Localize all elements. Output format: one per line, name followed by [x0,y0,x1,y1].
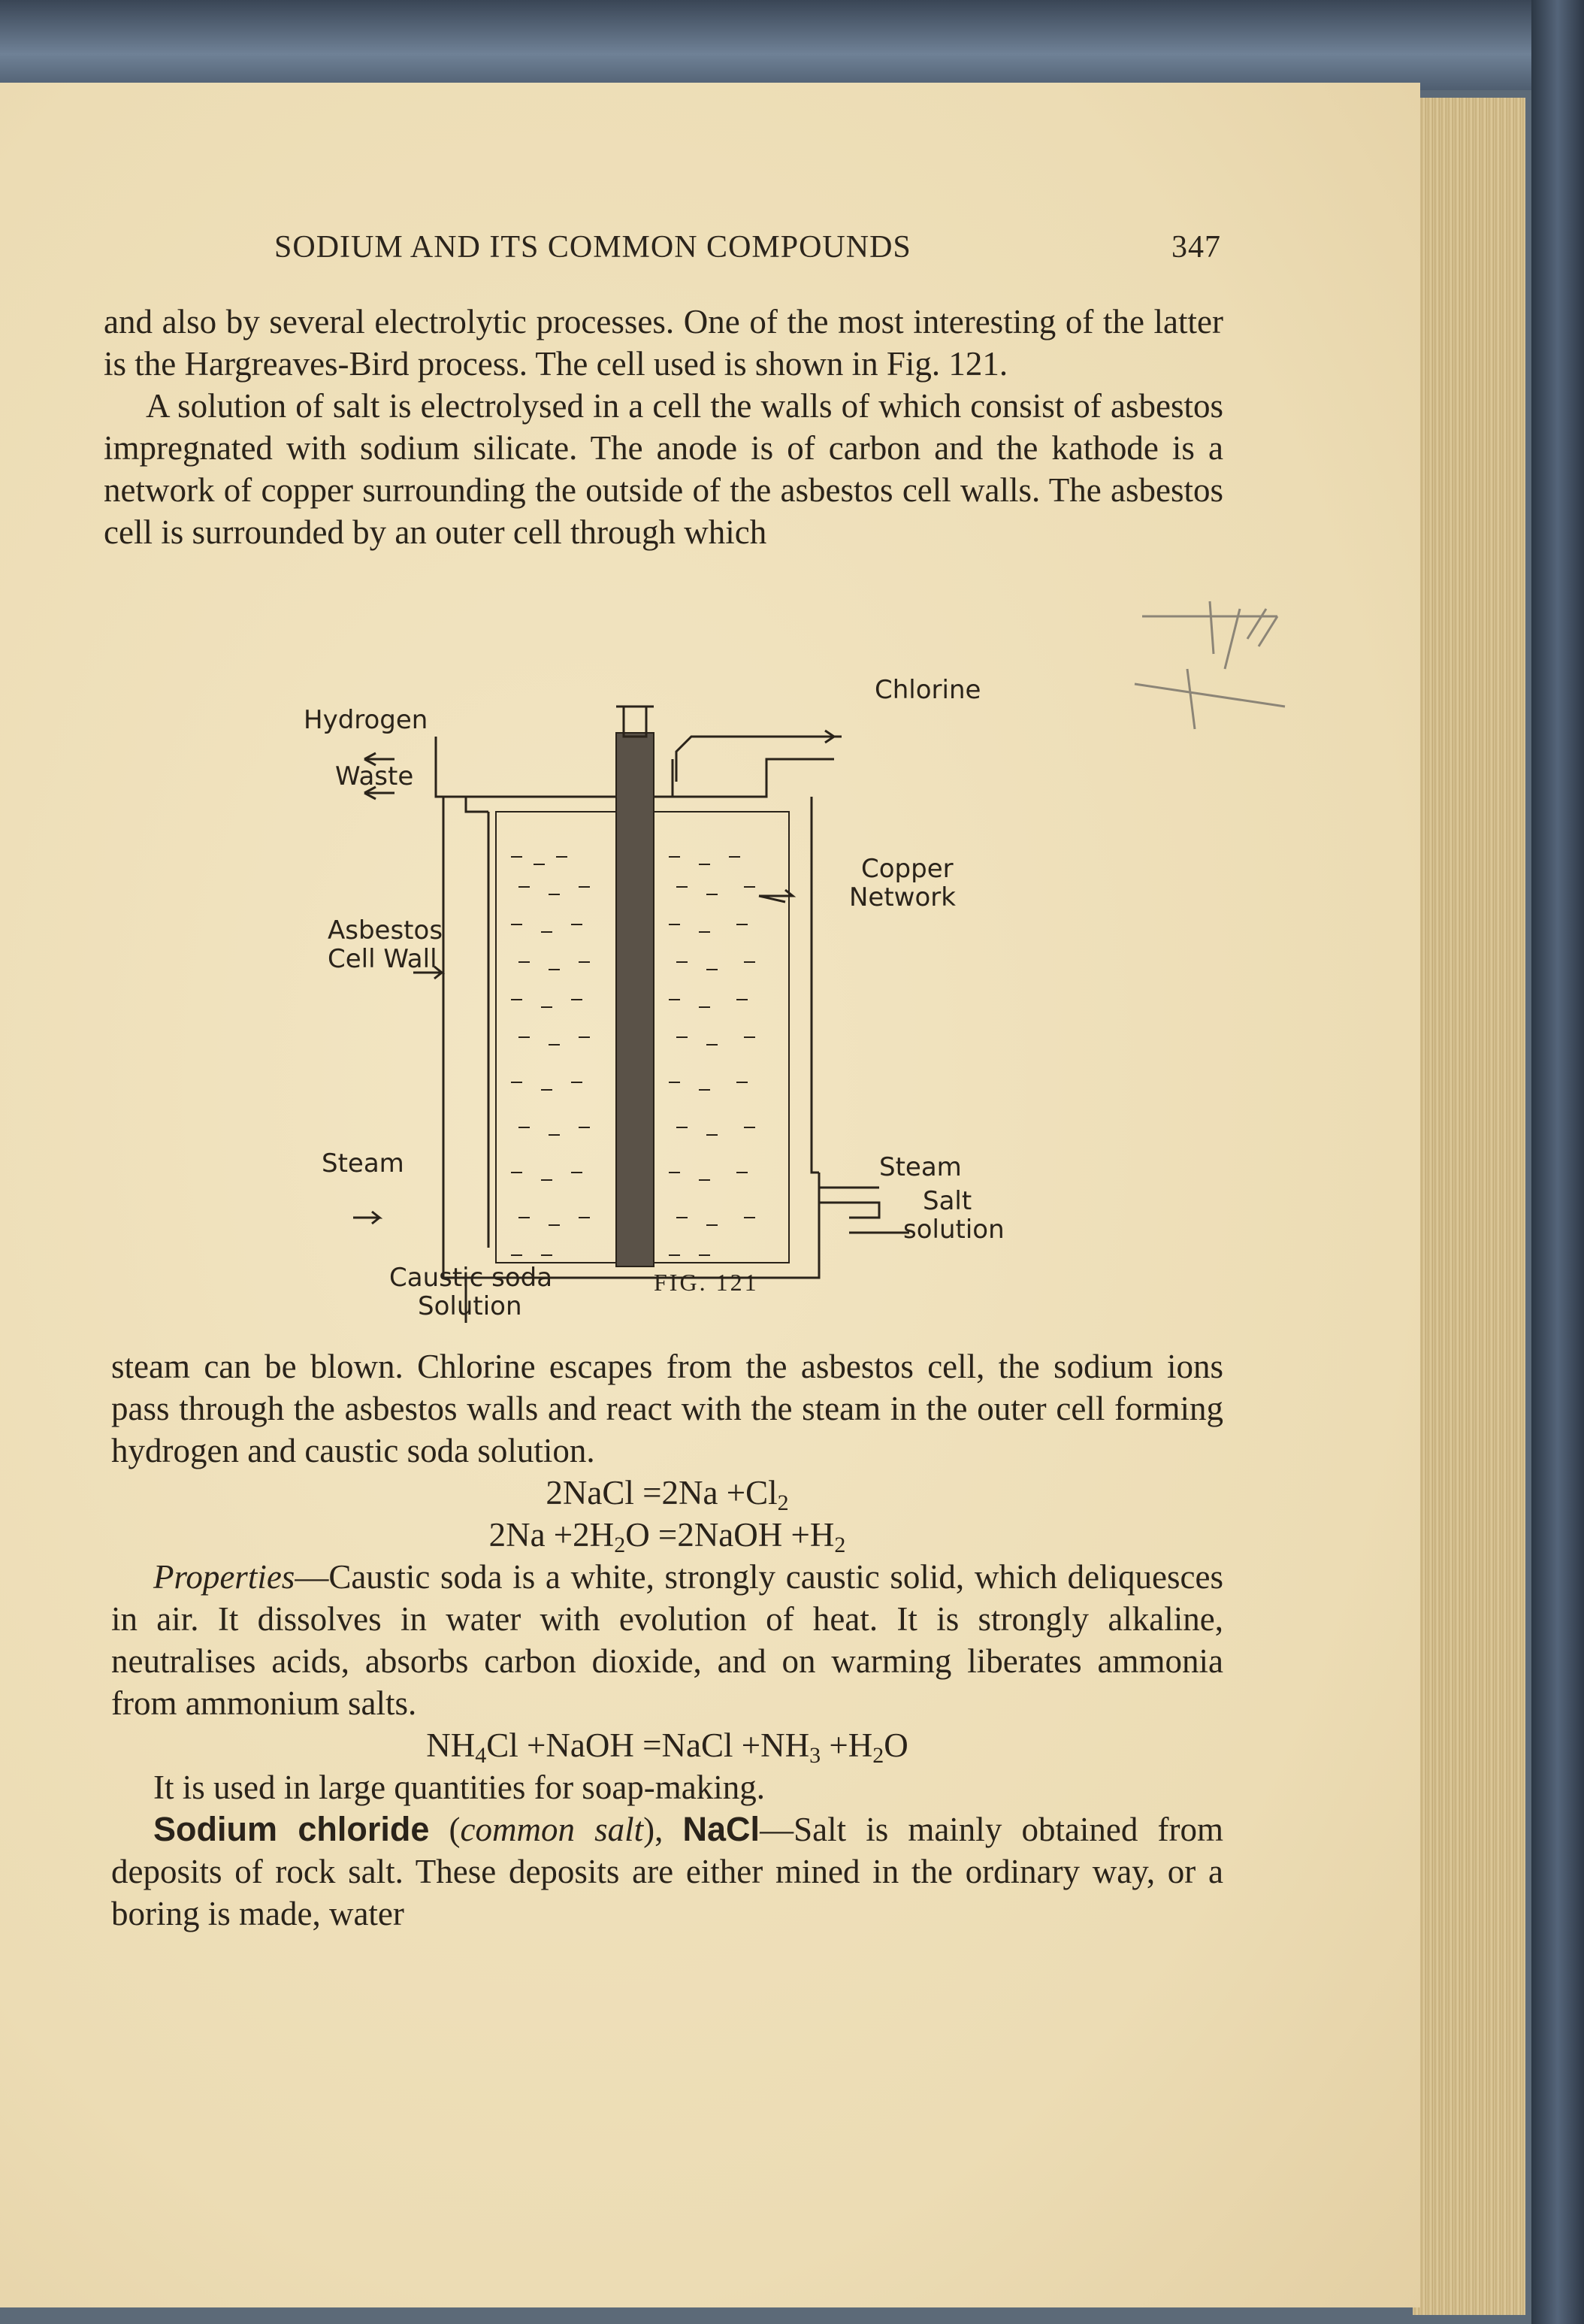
chloride-heading: Sodium chloride [153,1810,430,1848]
figure-121 [293,661,1044,1338]
paragraph-3: steam can be blown. Chlorine escapes from the asbestos cell, the sodium ions pass through the asbestos walls and react with the steam in the outer cell forming hydrogen and caustic soda solution. [111,1348,1223,1469]
properties-text: —Caustic soda is a white, strongly caustic solid, which deliquesces in air. It dissolves in water with evolution of heat. It is strongly alkaline, neutralises acids, absorbs carbon dioxide, and on warming liberates ammonia from ammonium salts. [111,1558,1223,1722]
header-title: SODIUM AND ITS COMMON COMPOUNDS [274,230,911,265]
label-salt: Salt [923,1186,972,1216]
equation-3: $NH_4Cl$ +NaOH =NaCl $+NH_3 +H_2O$ [426,1726,908,1768]
paragraph-2: A solution of salt is electrolysed in a cell the walls of which consist of asbestos impregnated with sodium silicate. The anode is of carbon and the kathode is a network of copper surrounding the outside of the asbestos cell walls. The asbestos cell is surrounded by an outer cell through which [104,387,1223,551]
label-caustic-soda: Caustic soda [389,1263,553,1293]
label-solution: solution [903,1215,1005,1245]
label-network: Network [849,882,956,912]
label-copper: Copper [861,854,954,884]
equation-2: $2Na +2H_2O$ =2NaOH $+H_2$ [488,1516,846,1557]
book-cover-top [0,0,1584,90]
label-steam-left: Steam [322,1148,404,1179]
label-caustic-solution: Solution [418,1291,522,1321]
label-chlorine: Chlorine [875,675,981,705]
book-cover-right [1531,0,1584,2324]
equation-1: 2NaCl $=2Na +Cl_2$ [546,1474,789,1515]
chloride-italic: common salt [460,1811,644,1848]
properties-label: Properties [153,1558,295,1596]
chloride-text: —Salt is mainly obtained from deposits of rock salt. These deposits are either mined in the ordinary way, or a boring is made, water [111,1811,1223,1932]
paragraph-properties [111,1556,1223,1724]
page-edges [1413,98,1525,2315]
label-cell-wall: Cell Wall [328,944,437,974]
chloride-formula: NaCl [682,1810,760,1848]
label-hydrogen: Hydrogen [304,705,428,735]
paragraph-1: and also by several electrolytic processes. One of the most interesting of the latter is the Hargreaves-Bird process. The cell used is shown in Fig. 121. [104,303,1223,383]
pencil-mark [1127,594,1292,744]
label-steam-right: Steam [879,1152,962,1182]
label-waste: Waste [335,761,414,791]
text-block-top [104,301,1223,553]
figure-caption: FIG. 121 [654,1269,759,1296]
label-asbestos: Asbestos [328,915,443,946]
text-block-bottom [111,1345,1223,1935]
paragraph-uses: It is used in large quantities for soap-making. [153,1769,765,1806]
page-number: 347 [1171,230,1221,265]
paragraph-sodium-chloride: Sodium chloride (common salt), NaCl—Salt is mainly obtained from deposits of rock salt. These deposits are either mined in the ordinary way, or a boring is made, water [111,1810,1223,1932]
